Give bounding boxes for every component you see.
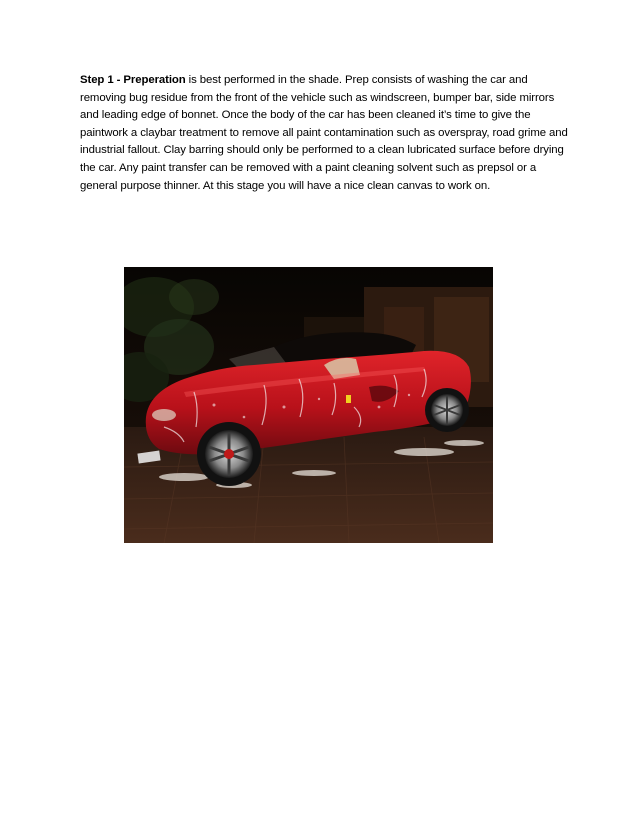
car-wash-photo-illustration bbox=[124, 267, 493, 543]
step-body-text: is best performed in the shade. Prep consists of washing the car and removing bug residue from the front of the vehicle such as windscreen, bumper bar, side mirrors and leading edge of bonnet. Once the body of the car has been cleaned it’s time to give the paintwork a claybar treatment to remove all paint contamination such as overspray, road grime and industrial fallout. Clay barring should only be performed to a clean lubricated surface before drying the car. Any paint transfer can be removed with a paint cleaning solvent such as prepsol or a general purpose thinner. At this stage you will have a nice clean canvas to work on. bbox=[80, 74, 568, 192]
step-heading: Step 1 - Preperation bbox=[80, 74, 186, 86]
front-wheel bbox=[197, 422, 261, 486]
car-wash-photo bbox=[124, 267, 493, 543]
step-1-paragraph bbox=[80, 72, 570, 195]
rear-wheel bbox=[425, 388, 469, 432]
